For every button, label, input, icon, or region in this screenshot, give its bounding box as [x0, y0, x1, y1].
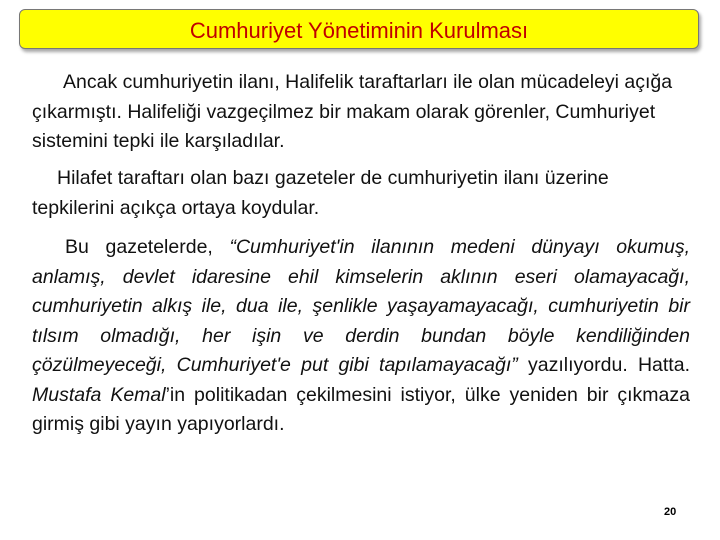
paragraph-3-tail: ’in politikadan çekilmesini istiyor, ülke yeniden bir çıkmaza girmiş gibi yayın yapıyorlardı. [32, 383, 690, 435]
title-banner [19, 9, 699, 49]
paragraph-2 [32, 164, 690, 223]
page-number: 20 [664, 506, 677, 518]
paragraph-1-text: Ancak cumhuriyetin ilanı, Halifelik taraftarları ile olan mücadeleyi açığa çıkarmıştı. Halifeliği vazgeçilmez bir makam olarak görenler, Cumhuriyet sistemini tepki ile karşıladılar. [32, 71, 673, 152]
newspaper-quote: “Cumhuriyet'in ilanının medeni dünyayı okumuş, anlamış, devlet idaresine ehil kimselerin aklının eseri olamayacağı, cumhuriyetin alkış ile, dua ile, şenlikle yaşayamayacağı, cumhuriyetin bir tılsım olmadığı, her işin ve derdin bundan böyle kendiliğinden çözülmeyeceği, Cumhuriyet'e put gibi tapılamayacağı” [32, 236, 691, 376]
paragraph-3-lead: Bu gazetelerde, [65, 236, 230, 258]
paragraph-2-text: Hilafet taraftarı olan bazı gazeteler de cumhuriyetin ilanı üzerine tepkilerini açıkça ortaya koydular. [32, 167, 609, 219]
paragraph-1 [32, 68, 690, 157]
paragraph-3 [32, 233, 690, 440]
paragraph-3-after-quote: yazılıyordu. Hatta. [517, 354, 690, 376]
page-title: Cumhuriyet Yönetiminin Kurulması [189, 18, 529, 43]
person-name: Mustafa Kemal [32, 383, 166, 406]
